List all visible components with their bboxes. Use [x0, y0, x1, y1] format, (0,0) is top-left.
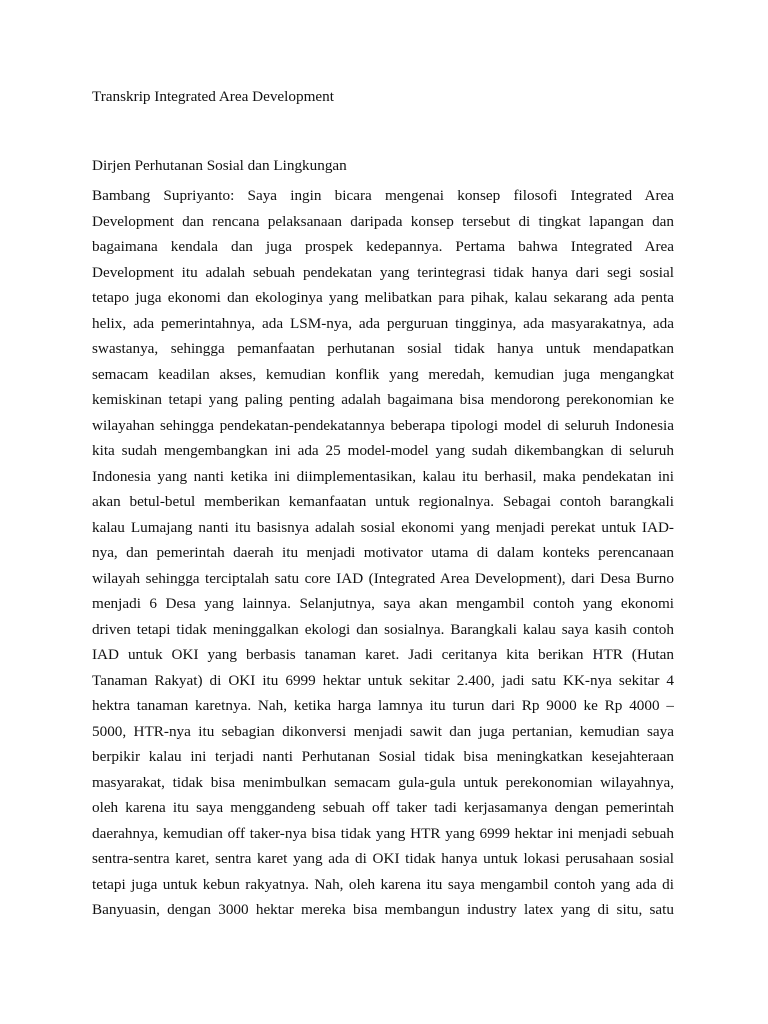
- transcript-line: bagaimana kendala dan juga prospek kedepannya. Pertama bahwa Integrated Area: [92, 238, 674, 255]
- transcript-line: wilayah sehingga terciptalah satu core IAD (Integrated Area Development), dari Desa Burno: [92, 569, 674, 587]
- transcript-line: masyarakat, tidak bisa menimbulkan semacam gula-gula untuk perekonomian wilayahnya,: [92, 773, 674, 791]
- transcript-line: Indonesia yang nanti ketika ini diimplementasikan, kalau itu berhasil, maka pendekatan ini: [92, 467, 674, 485]
- transcript-paragraph: [92, 183, 674, 923]
- transcript-line: swastanya, sehingga pemanfaatan perhutanan sosial tidak hanya untuk mendapatkan: [92, 340, 674, 357]
- transcript-line: Development itu adalah sebuah pendekatan yang terintegrasi tidak hanya dari segi sosial: [92, 263, 674, 281]
- transcript-line: kita sudah mengembangkan ini ada 25 model-model yang sudah dikembangkan di seluruh: [92, 442, 674, 459]
- transcript-line: kemiskinan tetapi yang paling penting adalah bagaimana bisa mendorong perekonomian ke: [92, 391, 674, 408]
- transcript-line: sentra-sentra karet, sentra karet yang ada di OKI tidak hanya untuk lokasi perusahaan sosial: [92, 850, 674, 867]
- transcript-line: oleh karena itu saya menggandeng sebuah off taker tadi kerjasamanya dengan pemerintah: [92, 799, 674, 816]
- transcript-line: akan betul-betul memberikan kemanfaatan untuk regionalnya. Sebagai contoh barangkali: [92, 493, 674, 510]
- transcript-line: Development dan rencana pelaksanaan daripada konsep tersebut di tingkat lapangan dan: [92, 212, 674, 230]
- transcript-line: Banyuasin, dengan 3000 hektar mereka bisa membangun industry latex yang di situ, satu: [92, 901, 674, 918]
- transcript-line: menjadi 6 Desa yang lainnya. Selanjutnya, saya akan mengambil contoh yang ekonomi: [92, 595, 674, 612]
- transcript-line: Bambang Supriyanto: Saya ingin bicara mengenai konsep filosofi Integrated Area: [92, 187, 674, 204]
- transcript-line: IAD untuk OKI yang berbasis tanaman karet. Jadi ceritanya kita berikan HTR (Hutan: [92, 646, 674, 663]
- transcript-line: hektra tanaman karetnya. Nah, ketika harga lamnya itu turun dari Rp 9000 ke Rp 4000 –: [92, 697, 674, 714]
- transcript-line: berpikir kalau ini terjadi nanti Perhutanan Sosial tidak bisa meningkatkan kesejahteraan: [92, 748, 674, 765]
- transcript-line: tetapi juga untuk kebun rakyatnya. Nah, oleh karena itu saya mengambil contoh yang ada di: [92, 875, 674, 893]
- transcript-line: daerahnya, kemudian off taker-nya bisa tidak yang HTR yang 6999 hektar ini menjadi sebuah: [92, 824, 674, 842]
- transcript-line: Tanaman Rakyat) di OKI itu 6999 hektar untuk sekitar 2.400, jadi satu KK-nya sekitar 4: [92, 671, 674, 689]
- transcript-line: nya, dan pemerintah daerah itu menjadi motivator utama di dalam konteks perencanaan: [92, 544, 674, 561]
- transcript-line: wilayahan sehingga pendekatan-pendekatannya beberapa tipologi model di seluruh Indonesia: [92, 416, 674, 434]
- transcript-line: 5000, HTR-nya itu sebagian dikonversi menjadi sawit dan juga pertanian, kemudian saya: [92, 722, 674, 740]
- transcript-line: kalau Lumajang nanti itu basisnya adalah sosial ekonomi yang menjadi perekat untuk IAD-: [92, 518, 674, 536]
- document-title: Transkrip Integrated Area Development: [92, 88, 334, 105]
- transcript-line: driven tetapi tidak meninggalkan ekologi dan sosialnya. Barangkali kalau saya kasih contoh: [92, 620, 674, 638]
- transcript-line: helix, ada pemerintahnya, ada LSM-nya, ada perguruan tingginya, ada masyarakatnya, ada: [92, 314, 674, 332]
- transcript-line: semacam keadilan akses, kemudian konflik yang meredah, kemudian juga mengangkat: [92, 365, 674, 383]
- transcript-line: tetapo juga ekonomi dan ekologinya yang melibatkan para pihak, kalau sekarang ada penta: [92, 289, 674, 306]
- section-heading: Dirjen Perhutanan Sosial dan Lingkungan: [92, 157, 347, 174]
